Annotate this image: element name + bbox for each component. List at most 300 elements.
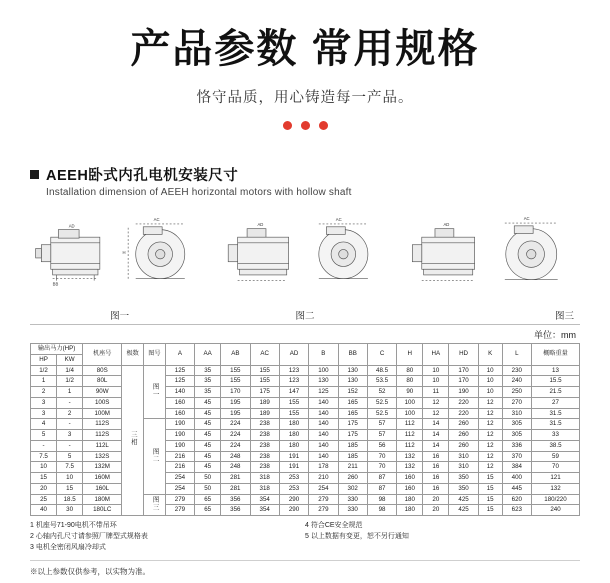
cell-h: 100 — [397, 397, 423, 408]
cell-h: 112 — [397, 430, 423, 441]
cell-l: 370 — [502, 451, 531, 462]
cell-hp: 10 — [31, 462, 57, 473]
cell-ha: 16 — [423, 462, 449, 473]
cell-ad: 155 — [279, 408, 308, 419]
cell-b: 140 — [309, 397, 338, 408]
cell-ab: 195 — [221, 397, 250, 408]
cell-w: 31.5 — [531, 419, 579, 430]
cell-bb: 302 — [338, 483, 367, 494]
cell-ha: 20 — [423, 505, 449, 516]
cell-h: 90 — [397, 387, 423, 398]
figure-1-caption: 图一 — [110, 311, 130, 322]
cell-kw: - — [57, 397, 83, 408]
cell-c: 98 — [367, 505, 396, 516]
table-row — [31, 376, 580, 387]
cell-a: 160 — [165, 408, 194, 419]
bottom-note: ※以上参数仅供参考，以实物为准。 — [30, 566, 150, 576]
cell-ha: 12 — [423, 397, 449, 408]
cell-k: 10 — [478, 376, 502, 387]
cell-frame: 180M — [83, 494, 122, 505]
cell-aa: 65 — [195, 494, 221, 505]
cell-w: 70 — [531, 462, 579, 473]
cell-a: 279 — [165, 494, 194, 505]
cell-b: 130 — [309, 376, 338, 387]
cell-frame: 160L — [83, 483, 122, 494]
svg-text:AC: AC — [523, 216, 530, 222]
header-HA: HA — [423, 344, 449, 366]
cell-k: 12 — [478, 430, 502, 441]
cell-poles: 三相 — [122, 365, 144, 516]
cell-b: 279 — [309, 505, 338, 516]
cell-hp: - — [31, 440, 57, 451]
cell-hd: 310 — [449, 462, 478, 473]
cell-ab: 224 — [221, 430, 250, 441]
cell-bb: 165 — [338, 397, 367, 408]
cell-ac: 318 — [250, 473, 279, 484]
table-row — [31, 387, 580, 398]
spec-section — [0, 164, 610, 577]
header-kw: KW — [57, 354, 83, 365]
header-AC: AC — [250, 344, 279, 366]
cell-ab: 224 — [221, 440, 250, 451]
cell-kw: - — [57, 440, 83, 451]
cell-kw: 15 — [57, 483, 83, 494]
cell-a: 190 — [165, 419, 194, 430]
cell-bb: 330 — [338, 494, 367, 505]
cell-hd: 220 — [449, 408, 478, 419]
cell-hp: 7.5 — [31, 451, 57, 462]
cell-ab: 356 — [221, 505, 250, 516]
cell-ha: 16 — [423, 483, 449, 494]
figure-2-caption: 图二 — [295, 311, 315, 322]
cell-hp: 25 — [31, 494, 57, 505]
header-A: A — [165, 344, 194, 366]
cell-ac: 238 — [250, 451, 279, 462]
table-row — [31, 462, 580, 473]
cell-c: 70 — [367, 451, 396, 462]
cell-ab: 155 — [221, 376, 250, 387]
cell-ad: 147 — [279, 387, 308, 398]
cell-a: 125 — [165, 376, 194, 387]
figure-3-drawing — [401, 208, 580, 306]
cell-l: 270 — [502, 397, 531, 408]
cell-bb: 260 — [338, 473, 367, 484]
cell-frame: 132M — [83, 462, 122, 473]
cell-c: 56 — [367, 440, 396, 451]
cell-ha: 11 — [423, 387, 449, 398]
cell-b: 178 — [309, 462, 338, 473]
cell-k: 12 — [478, 440, 502, 451]
cell-h: 80 — [397, 365, 423, 376]
cell-ac: 238 — [250, 430, 279, 441]
cell-hp: 2 — [31, 387, 57, 398]
cell-h: 112 — [397, 419, 423, 430]
cell-aa: 35 — [195, 387, 221, 398]
cell-h: 180 — [397, 505, 423, 516]
cell-aa: 50 — [195, 483, 221, 494]
cell-k: 12 — [478, 451, 502, 462]
cell-k: 15 — [478, 505, 502, 516]
cell-frame: 112L — [83, 440, 122, 451]
cell-a: 160 — [165, 397, 194, 408]
cell-frame: 112S — [83, 430, 122, 441]
cell-figure: 图三 — [144, 494, 166, 516]
cell-aa: 50 — [195, 473, 221, 484]
cell-a: 125 — [165, 365, 194, 376]
cell-c: 52.5 — [367, 408, 396, 419]
cell-c: 57 — [367, 430, 396, 441]
cell-kw: 10 — [57, 473, 83, 484]
cell-kw: 1/4 — [57, 365, 83, 376]
svg-text:AD: AD — [257, 221, 264, 227]
cell-bb: 330 — [338, 505, 367, 516]
cell-bb: 185 — [338, 440, 367, 451]
cell-hd: 260 — [449, 440, 478, 451]
cell-hd: 260 — [449, 430, 478, 441]
header-K: K — [478, 344, 502, 366]
cell-b: 140 — [309, 430, 338, 441]
cell-hd: 350 — [449, 483, 478, 494]
header-figure: 图号 — [144, 344, 166, 366]
cell-ha: 16 — [423, 451, 449, 462]
cell-aa: 65 — [195, 505, 221, 516]
table-row — [31, 483, 580, 494]
cell-ab: 224 — [221, 419, 250, 430]
cell-frame: 100M — [83, 408, 122, 419]
section-title-cn: AEEH卧式内孔电机安装尺寸 — [46, 168, 239, 184]
cell-w: 31.5 — [531, 408, 579, 419]
cell-c: 57 — [367, 419, 396, 430]
table-row — [31, 397, 580, 408]
table-row — [31, 494, 580, 505]
svg-text:AD: AD — [443, 221, 450, 227]
cell-k: 12 — [478, 419, 502, 430]
cell-aa: 45 — [195, 430, 221, 441]
cell-frame: 80S — [83, 365, 122, 376]
cell-a: 140 — [165, 387, 194, 398]
cell-ha: 16 — [423, 473, 449, 484]
cell-l: 445 — [502, 483, 531, 494]
cell-l: 384 — [502, 462, 531, 473]
cell-kw: 1 — [57, 387, 83, 398]
cell-kw: 18.5 — [57, 494, 83, 505]
header-AA: AA — [195, 344, 221, 366]
cell-ha: 14 — [423, 440, 449, 451]
cell-ad: 191 — [279, 462, 308, 473]
cell-ha: 10 — [423, 365, 449, 376]
svg-text:AC: AC — [336, 217, 343, 223]
cell-ha: 12 — [423, 408, 449, 419]
cell-figure: 图二 — [144, 419, 166, 494]
cell-b: 100 — [309, 365, 338, 376]
cell-ad: 290 — [279, 494, 308, 505]
cell-hp: 4 — [31, 419, 57, 430]
cell-c: 48.5 — [367, 365, 396, 376]
cell-ad: 253 — [279, 483, 308, 494]
cell-k: 10 — [478, 365, 502, 376]
cell-l: 305 — [502, 419, 531, 430]
header-AB: AB — [221, 344, 250, 366]
cell-hp: 15 — [31, 473, 57, 484]
cell-h: 160 — [397, 483, 423, 494]
cell-aa: 35 — [195, 376, 221, 387]
footnotes-right — [305, 521, 580, 554]
cell-c: 87 — [367, 473, 396, 484]
cell-kw: 30 — [57, 505, 83, 516]
cell-b: 140 — [309, 408, 338, 419]
cell-k: 12 — [478, 397, 502, 408]
cell-hp: 1 — [31, 376, 57, 387]
cell-frame: 160M — [83, 473, 122, 484]
footnote-3: 3 电机全密闭风扇冷却式 — [30, 543, 106, 551]
cell-hp: 1/2 — [31, 365, 57, 376]
svg-text:AD: AD — [68, 223, 75, 229]
figure-2-drawing — [215, 208, 394, 306]
cell-ac: 238 — [250, 419, 279, 430]
table-row — [31, 430, 580, 441]
cell-ha: 14 — [423, 419, 449, 430]
decorative-dots — [0, 121, 610, 130]
cell-frame: 112S — [83, 419, 122, 430]
cell-ad: 123 — [279, 376, 308, 387]
cell-b: 140 — [309, 440, 338, 451]
svg-text:H: H — [122, 250, 126, 256]
cell-k: 15 — [478, 473, 502, 484]
cell-hd: 170 — [449, 365, 478, 376]
figure-1 — [30, 208, 209, 322]
header-L: L — [502, 344, 531, 366]
footnotes — [30, 521, 580, 561]
cell-bb: 130 — [338, 376, 367, 387]
cell-b: 254 — [309, 483, 338, 494]
table-row — [31, 419, 580, 430]
spec-table — [30, 343, 580, 516]
drawings-row — [30, 208, 580, 325]
header-BB: BB — [338, 344, 367, 366]
cell-ab: 170 — [221, 387, 250, 398]
cell-ha: 14 — [423, 430, 449, 441]
section-title-en: Installation dimension of AEEH horizontal motors with hollow shaft — [46, 187, 352, 198]
cell-w: 240 — [531, 505, 579, 516]
cell-a: 190 — [165, 430, 194, 441]
cell-ad: 180 — [279, 440, 308, 451]
cell-h: 132 — [397, 451, 423, 462]
figure-2 — [215, 208, 394, 322]
footnote-1: 1 机座号71-90电机不带吊环 — [30, 522, 117, 529]
table-row — [31, 473, 580, 484]
table-header-row — [31, 344, 580, 355]
cell-hd: 350 — [449, 473, 478, 484]
cell-aa: 45 — [195, 451, 221, 462]
cell-frame: 132S — [83, 451, 122, 462]
square-bullet-icon — [30, 170, 39, 179]
dot-3 — [319, 121, 328, 130]
cell-a: 254 — [165, 483, 194, 494]
table-row — [31, 408, 580, 419]
cell-h: 132 — [397, 462, 423, 473]
header-HD: HD — [449, 344, 478, 366]
cell-ab: 248 — [221, 462, 250, 473]
cell-ac: 189 — [250, 397, 279, 408]
table-row — [31, 440, 580, 451]
cell-c: 53.5 — [367, 376, 396, 387]
table-row — [31, 365, 580, 376]
cell-c: 98 — [367, 494, 396, 505]
cell-ac: 354 — [250, 494, 279, 505]
cell-w: 132 — [531, 483, 579, 494]
cell-a: 254 — [165, 473, 194, 484]
header-hp: HP — [31, 354, 57, 365]
cell-ad: 290 — [279, 505, 308, 516]
cell-h: 100 — [397, 408, 423, 419]
cell-hp: 5 — [31, 430, 57, 441]
cell-aa: 45 — [195, 462, 221, 473]
cell-bb: 211 — [338, 462, 367, 473]
cell-b: 140 — [309, 451, 338, 462]
cell-aa: 45 — [195, 408, 221, 419]
cell-w: 38.5 — [531, 440, 579, 451]
cell-ad: 180 — [279, 419, 308, 430]
cell-ac: 189 — [250, 408, 279, 419]
cell-ac: 318 — [250, 483, 279, 494]
cell-l: 400 — [502, 473, 531, 484]
cell-l: 620 — [502, 494, 531, 505]
header-C: C — [367, 344, 396, 366]
cell-ac: 238 — [250, 440, 279, 451]
cell-bb: 175 — [338, 419, 367, 430]
cell-k: 12 — [478, 462, 502, 473]
page-subtitle: 恪守品质，用心铸造每一产品。 — [196, 90, 414, 106]
cell-w: 33 — [531, 430, 579, 441]
cell-a: 216 — [165, 451, 194, 462]
cell-bb: 152 — [338, 387, 367, 398]
cell-l: 336 — [502, 440, 531, 451]
svg-text:AC: AC — [153, 217, 160, 223]
page-title: 产品参数 常用规格 — [130, 27, 480, 71]
cell-kw: - — [57, 419, 83, 430]
cell-bb: 175 — [338, 430, 367, 441]
cell-ac: 155 — [250, 365, 279, 376]
cell-aa: 35 — [195, 365, 221, 376]
header-AD: AD — [279, 344, 308, 366]
section-heading — [30, 164, 580, 198]
cell-k: 15 — [478, 483, 502, 494]
cell-bb: 130 — [338, 365, 367, 376]
cell-b: 279 — [309, 494, 338, 505]
cell-hd: 310 — [449, 451, 478, 462]
cell-k: 15 — [478, 494, 502, 505]
table-row — [31, 451, 580, 462]
cell-w: 13 — [531, 365, 579, 376]
unit-label: 单位：mm — [534, 330, 576, 340]
cell-c: 70 — [367, 462, 396, 473]
header-hp-group: 输出马力(HP) — [31, 344, 83, 355]
cell-ad: 155 — [279, 397, 308, 408]
cell-c: 87 — [367, 483, 396, 494]
cell-ab: 356 — [221, 494, 250, 505]
cell-ad: 123 — [279, 365, 308, 376]
cell-w: 59 — [531, 451, 579, 462]
cell-hd: 260 — [449, 419, 478, 430]
cell-frame: 80L — [83, 376, 122, 387]
cell-b: 210 — [309, 473, 338, 484]
cell-hd: 425 — [449, 494, 478, 505]
cell-l: 310 — [502, 408, 531, 419]
cell-kw: 7.5 — [57, 462, 83, 473]
cell-aa: 45 — [195, 419, 221, 430]
cell-hp: 3 — [31, 397, 57, 408]
cell-ab: 155 — [221, 365, 250, 376]
figure-3 — [401, 208, 580, 322]
cell-w: 121 — [531, 473, 579, 484]
cell-k: 10 — [478, 387, 502, 398]
cell-a: 190 — [165, 440, 194, 451]
cell-a: 279 — [165, 505, 194, 516]
spec-table-body — [31, 365, 580, 516]
cell-h: 80 — [397, 376, 423, 387]
cell-hp: 3 — [31, 408, 57, 419]
cell-ac: 175 — [250, 387, 279, 398]
cell-hp: 20 — [31, 483, 57, 494]
cell-frame: 100S — [83, 397, 122, 408]
cell-hd: 220 — [449, 397, 478, 408]
cell-ad: 191 — [279, 451, 308, 462]
footnote-2: 2 心轴内孔尺寸请参照厂牌型式规格表 — [30, 532, 148, 540]
cell-ac: 354 — [250, 505, 279, 516]
cell-w: 180/220 — [531, 494, 579, 505]
cell-hd: 170 — [449, 376, 478, 387]
cell-kw: 3 — [57, 430, 83, 441]
footnote-5: 5 以上数据有变更，恕不另行通知 — [305, 532, 409, 540]
table-row — [31, 505, 580, 516]
cell-aa: 45 — [195, 397, 221, 408]
cell-kw: 2 — [57, 408, 83, 419]
header-B: B — [309, 344, 338, 366]
cell-hp: 40 — [31, 505, 57, 516]
cell-ha: 20 — [423, 494, 449, 505]
cell-w: 21.5 — [531, 387, 579, 398]
cell-h: 180 — [397, 494, 423, 505]
cell-l: 230 — [502, 365, 531, 376]
footnotes-left — [30, 521, 305, 554]
cell-hd: 190 — [449, 387, 478, 398]
cell-aa: 45 — [195, 440, 221, 451]
figure-1-drawing — [30, 208, 209, 306]
cell-l: 305 — [502, 430, 531, 441]
cell-ad: 253 — [279, 473, 308, 484]
cell-ab: 195 — [221, 408, 250, 419]
cell-ab: 281 — [221, 473, 250, 484]
cell-c: 52.5 — [367, 397, 396, 408]
cell-figure: 图一 — [144, 365, 166, 419]
cell-ab: 281 — [221, 483, 250, 494]
page-header — [0, 0, 610, 130]
cell-k: 12 — [478, 408, 502, 419]
cell-b: 140 — [309, 419, 338, 430]
footnote-4: 4 符合CE安全规范 — [305, 522, 363, 529]
cell-ha: 10 — [423, 376, 449, 387]
header-weight: 概略重量 — [531, 344, 579, 366]
cell-bb: 165 — [338, 408, 367, 419]
cell-l: 623 — [502, 505, 531, 516]
cell-frame: 90W — [83, 387, 122, 398]
cell-kw: 1/2 — [57, 376, 83, 387]
cell-hd: 425 — [449, 505, 478, 516]
cell-kw: 5 — [57, 451, 83, 462]
cell-ac: 238 — [250, 462, 279, 473]
cell-bb: 185 — [338, 451, 367, 462]
cell-frame: 180LC — [83, 505, 122, 516]
